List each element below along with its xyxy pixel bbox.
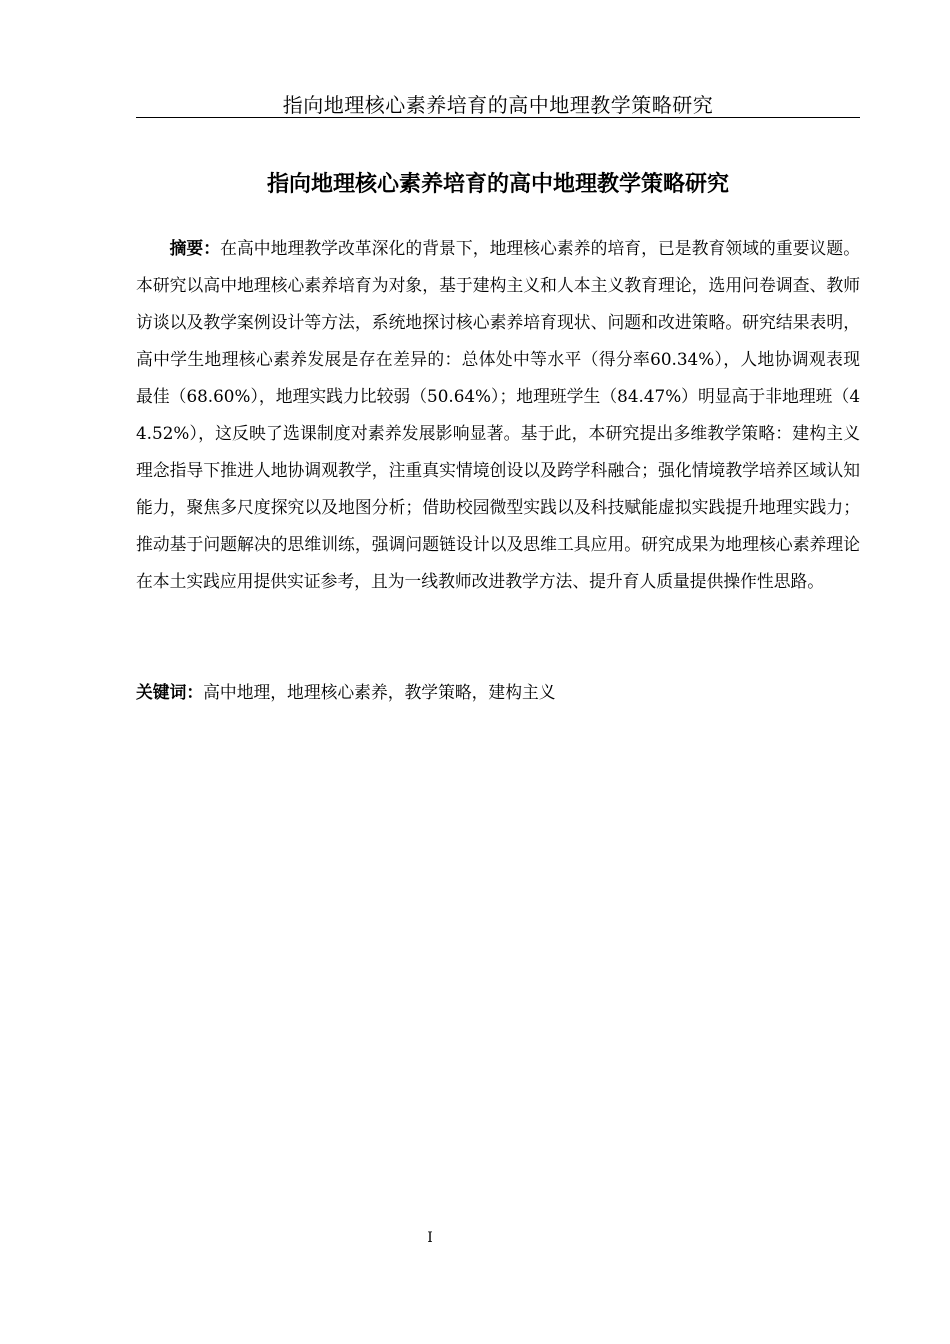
abstract-text: 在高中地理教学改革深化的背景下，地理核心素养的培育，已是教育领域的重要议题。本研究以高中地理核心素养培育为对象，基于建构主义和人本主义教育理论，选用问卷调查、教师访谈以及教学案例设计等方法，系统地探讨核心素养培育现状、问题和改进策略。研究结果表明，高中学生地理核心素养发展是存在差异的：总体处中等水平（得分率60.34%），人地协调观表现最佳（68.60%），地理实践力比较弱（50.64%）；地理班学生（84.47%）明显高于非地理班（44.52%），这反映了选课制度对素养发展影响显著。基于此，本研究提出多维教学策略：建构主义理念指导下推进人地协调观教学，注重真实情境创设以及跨学科融合；强化情境教学培养区域认知能力，聚焦多尺度探究以及地图分析；借助校园微型实践以及科技赋能虚拟实践提升地理实践力；推动基于问题解决的思维训练，强调问题链设计以及思维工具应用。研究成果为地理核心素养理论在本土实践应用提供实证参考，且为一线教师改进教学方法、提升育人质量提供操作性思路。: [136, 238, 860, 591]
paper-title: 指向地理核心素养培育的高中地理教学策略研究: [266, 172, 729, 197]
page-number: I: [427, 1230, 433, 1246]
abstract-label: 摘要：: [169, 238, 221, 258]
abstract-paragraph: [136, 230, 860, 600]
header-rule: [136, 117, 860, 118]
running-header: 指向地理核心素养培育的高中地理教学策略研究: [282, 93, 714, 117]
keywords-line: [136, 674, 860, 711]
keywords-text: 高中地理，地理核心素养，教学策略，建构主义: [203, 682, 556, 702]
keywords-label: 关键词：: [136, 682, 204, 702]
